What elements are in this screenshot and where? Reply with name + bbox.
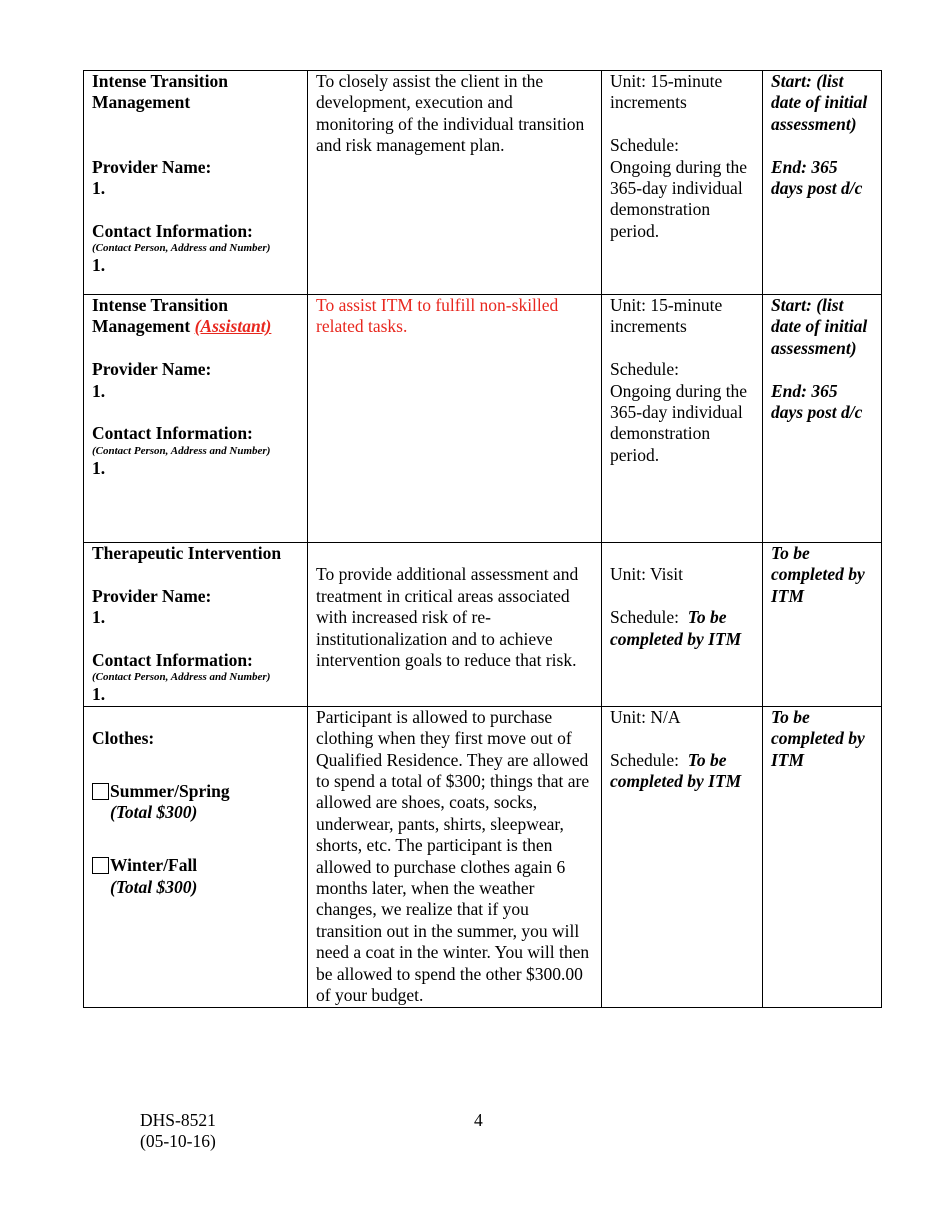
start-text: Start: (list date of initial assessment) (771, 295, 868, 358)
unit-schedule-cell (602, 543, 763, 707)
winter-option[interactable] (92, 855, 197, 875)
description-text: To provide additional assessment and treatment in critical areas associated with increased risk of re-institutionalization and to achieve intervention goals to reduce that risk. (316, 564, 579, 671)
end-text: End: 365 days post d/c (771, 156, 863, 199)
unit-text: Unit: Visit (610, 564, 684, 585)
provider-value: 1. (92, 178, 106, 198)
contact-value: 1. (92, 255, 106, 276)
end-text: End: 365 days post d/c (771, 380, 863, 423)
summer-option[interactable] (92, 781, 230, 801)
service-cell (84, 71, 308, 295)
provider-label: Provider Name: (92, 359, 212, 380)
unit-text: Unit: 15-minute increments (610, 71, 723, 113)
contact-value: 1. (92, 684, 106, 705)
description-text: To assist ITM to fulfill non-skilled related tasks. (316, 295, 559, 337)
description-text: To closely assist the client in the development, execution and monitoring of the individual transition and risk management plan. (316, 71, 585, 156)
schedule-text: To be completed by ITM (610, 607, 742, 649)
service-name: Intense Transition Management (92, 295, 228, 337)
schedule-label: Schedule: (610, 749, 680, 770)
schedule-text: To be completed by ITM (610, 749, 742, 792)
unit-text: Unit: 15-minute increments (610, 295, 723, 337)
services-table (83, 70, 882, 1008)
winter-checkbox[interactable] (92, 857, 109, 874)
contact-value: 1. (92, 457, 106, 478)
description-text: Participant is allowed to purchase clothing when they first move out of Qualified Residence. They are allowed to spend a total of $300; things that are allowed are shoes, coats, socks, underwear, pants, shirts, sleepwear, shorts, etc. The participant is then allowed to purchase clothes again 6 months later, when the weather changes, we realize that if you transition out in the summer, you will need a coat in the winter. You will then be allowed to spend the other $300.00 of your budget. (316, 706, 590, 1006)
unit-schedule-cell (602, 706, 763, 1007)
summer-checkbox[interactable] (92, 783, 109, 800)
form-number: DHS-8521 (140, 1110, 216, 1130)
page-number: 4 (474, 1110, 483, 1130)
contact-note: (Contact Person, Address and Number) (92, 242, 271, 255)
service-cell (84, 543, 308, 707)
table-row (84, 706, 882, 1007)
provider-value: 1. (92, 380, 106, 401)
contact-note: (Contact Person, Address and Number) (92, 671, 271, 684)
service-suffix: (Assistant) (194, 316, 272, 337)
contact-label: Contact Information: (92, 650, 253, 670)
form-date: (05-10-16) (140, 1131, 216, 1151)
table-row (84, 543, 882, 707)
schedule-label: Schedule: (610, 135, 680, 156)
contact-label: Contact Information: (92, 220, 253, 241)
start-text: Start: (list date of initial assessment) (771, 71, 868, 134)
description-cell (308, 295, 602, 543)
timeframe-cell (763, 706, 882, 1007)
service-name: Therapeutic Intervention (92, 543, 282, 563)
timeframe-cell (763, 543, 882, 707)
schedule-text: Ongoing during the 365-day individual demonstration period. (610, 380, 748, 465)
winter-label: Winter/Fall (110, 855, 198, 876)
timeframe-cell (763, 295, 882, 543)
provider-label: Provider Name: (92, 585, 212, 606)
schedule-label: Schedule: (610, 359, 680, 380)
service-cell (84, 706, 308, 1007)
form-identifier (140, 1110, 216, 1152)
timeframe-cell (763, 71, 882, 295)
unit-schedule-cell (602, 295, 763, 543)
provider-value: 1. (92, 607, 106, 628)
timeframe-text: To be completed by ITM (771, 706, 865, 770)
description-cell (308, 71, 602, 295)
contact-label: Contact Information: (92, 423, 253, 444)
description-cell (308, 706, 602, 1007)
table-row (84, 71, 882, 295)
unit-text: Unit: N/A (610, 706, 681, 727)
service-name: Intense Transition Management (92, 71, 228, 113)
service-cell (84, 295, 308, 543)
summer-label: Summer/Spring (110, 781, 230, 801)
summer-total: (Total $300) (110, 802, 198, 823)
schedule-label: Schedule: (610, 607, 680, 628)
winter-total: (Total $300) (110, 876, 198, 897)
description-cell (308, 543, 602, 707)
provider-label: Provider Name: (92, 156, 212, 177)
contact-note: (Contact Person, Address and Number) (92, 444, 271, 457)
unit-schedule-cell (602, 71, 763, 295)
table-row (84, 295, 882, 543)
service-name: Clothes: (92, 728, 155, 749)
timeframe-text: To be completed by ITM (771, 543, 865, 606)
schedule-text: Ongoing during the 365-day individual demonstration period. (610, 156, 748, 241)
